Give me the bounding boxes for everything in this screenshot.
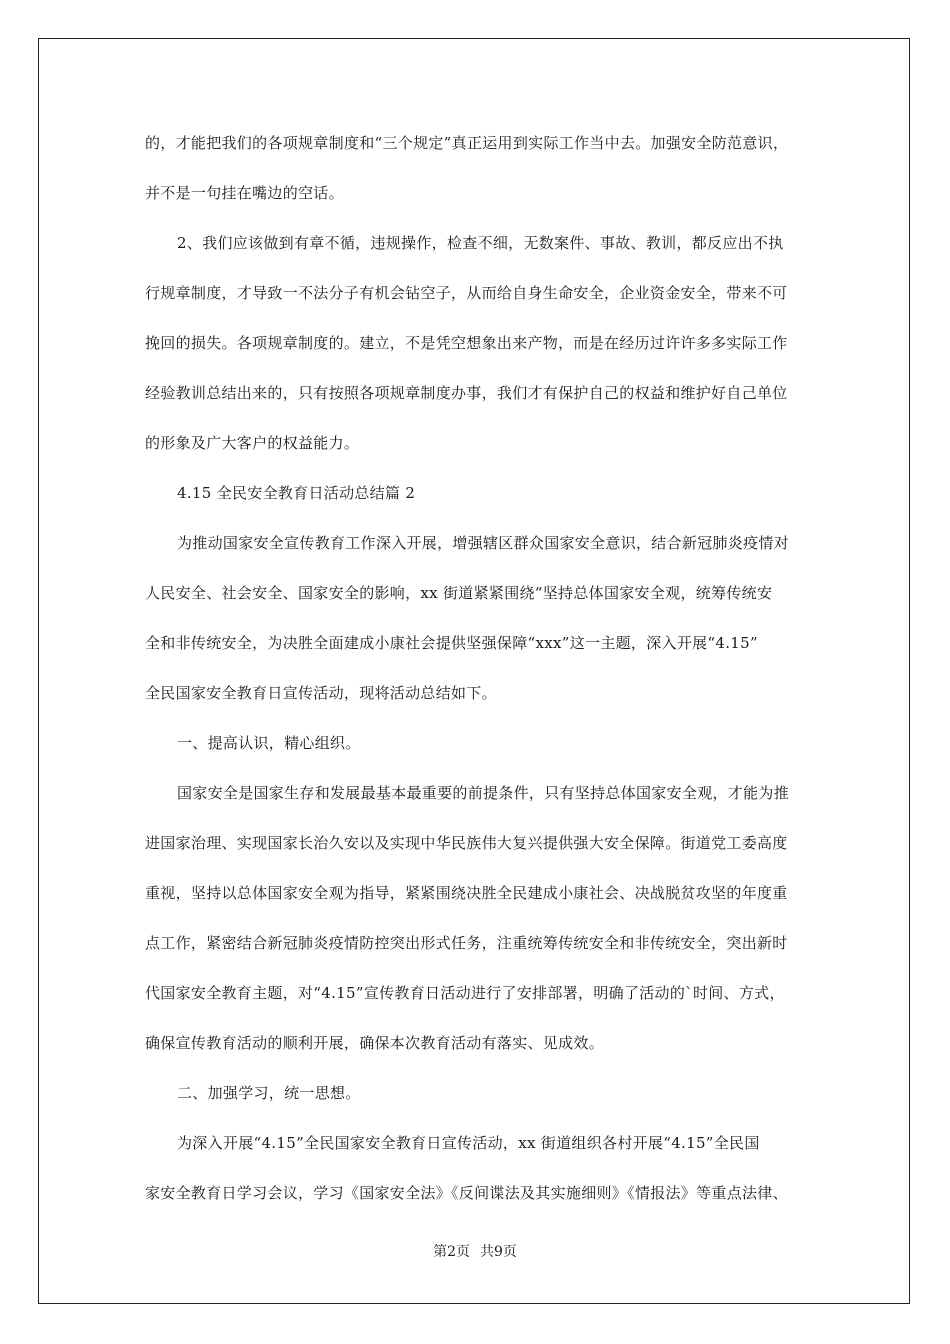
text-line: 确保宣传教育活动的顺利开展，确保本次教育活动有落实、见成效。 [145,1034,605,1052]
page-number: 第2页 [433,1244,470,1260]
text-line: 点工作，紧密结合新冠肺炎疫情防控突出形式任务，注重统筹传统安全和非传统安全，突出新时 [145,934,788,952]
text-line: 经验教训总结出来的，只有按照各项规章制度办事，我们才有保护自己的权益和维护好自己单位 [145,384,788,402]
text-line: 为推动国家安全宣传教育工作深入开展，增强辖区群众国家安全意识，结合新冠肺炎疫情对 [177,534,790,552]
text-line: 代国家安全教育主题，对“4.15”宣传教育日活动进行了安排部署，明确了活动的`时间、方式， [145,984,785,1002]
section-heading: 二、加强学习，统一思想。 [177,1084,361,1102]
text-line: 2、我们应该做到有章不循，违规操作，检查不细，无数案件、事故、教训，都反应出不执 [177,234,784,252]
text-line: 家安全教育日学习会议，学习《国家安全法》《反间谍法及其实施细则》《情报法》等重点法律、 [145,1184,788,1202]
text-line: 的，才能把我们的各项规章制度和“三个规定”真正运用到实际工作当中去。加强安全防范意识， [145,134,789,152]
text-line: 重视，坚持以总体国家安全观为指导，紧紧围绕决胜全民建成小康社会、决战脱贫攻坚的年度重 [145,884,788,902]
text-line: 全民国家安全教育日宣传活动，现将活动总结如下。 [145,684,497,702]
text-line: 人民安全、社会安全、国家安全的影响，xx 街道紧紧围绕“坚持总体国家安全观，统筹传统安 [145,584,773,602]
page-total: 共9页 [480,1244,517,1260]
text-line: 挽回的损失。各项规章制度的。建立，不是凭空想象出来产物，而是在经历过许许多多实际工作 [145,334,788,352]
page-footer [0,1242,950,1262]
document-body [145,118,805,1218]
text-line: 国家安全是国家生存和发展最基本最重要的前提条件，只有坚持总体国家安全观，才能为推 [177,784,790,802]
section-heading: 4.15 全民安全教育日活动总结篇 2 [177,484,416,502]
text-line: 全和非传统安全，为决胜全面建成小康社会提供坚强保障“xxx”这一主题，深入开展“4.15” [145,634,758,652]
text-line: 并不是一句挂在嘴边的空话。 [145,184,344,202]
text-line: 的形象及广大客户的权益能力。 [145,434,360,452]
section-heading: 一、提高认识，精心组织。 [177,734,361,752]
text-line: 进国家治理、实现国家长治久安以及实现中华民族伟大复兴提供强大安全保障。街道党工委高度 [145,834,788,852]
text-line: 为深入开展“4.15”全民国家安全教育日宣传活动，xx 街道组织各村开展“4.15”全民国 [177,1134,760,1152]
text-line: 行规章制度，才导致一不法分子有机会钻空子，从而给自身生命安全，企业资金安全，带来不可 [145,284,788,302]
